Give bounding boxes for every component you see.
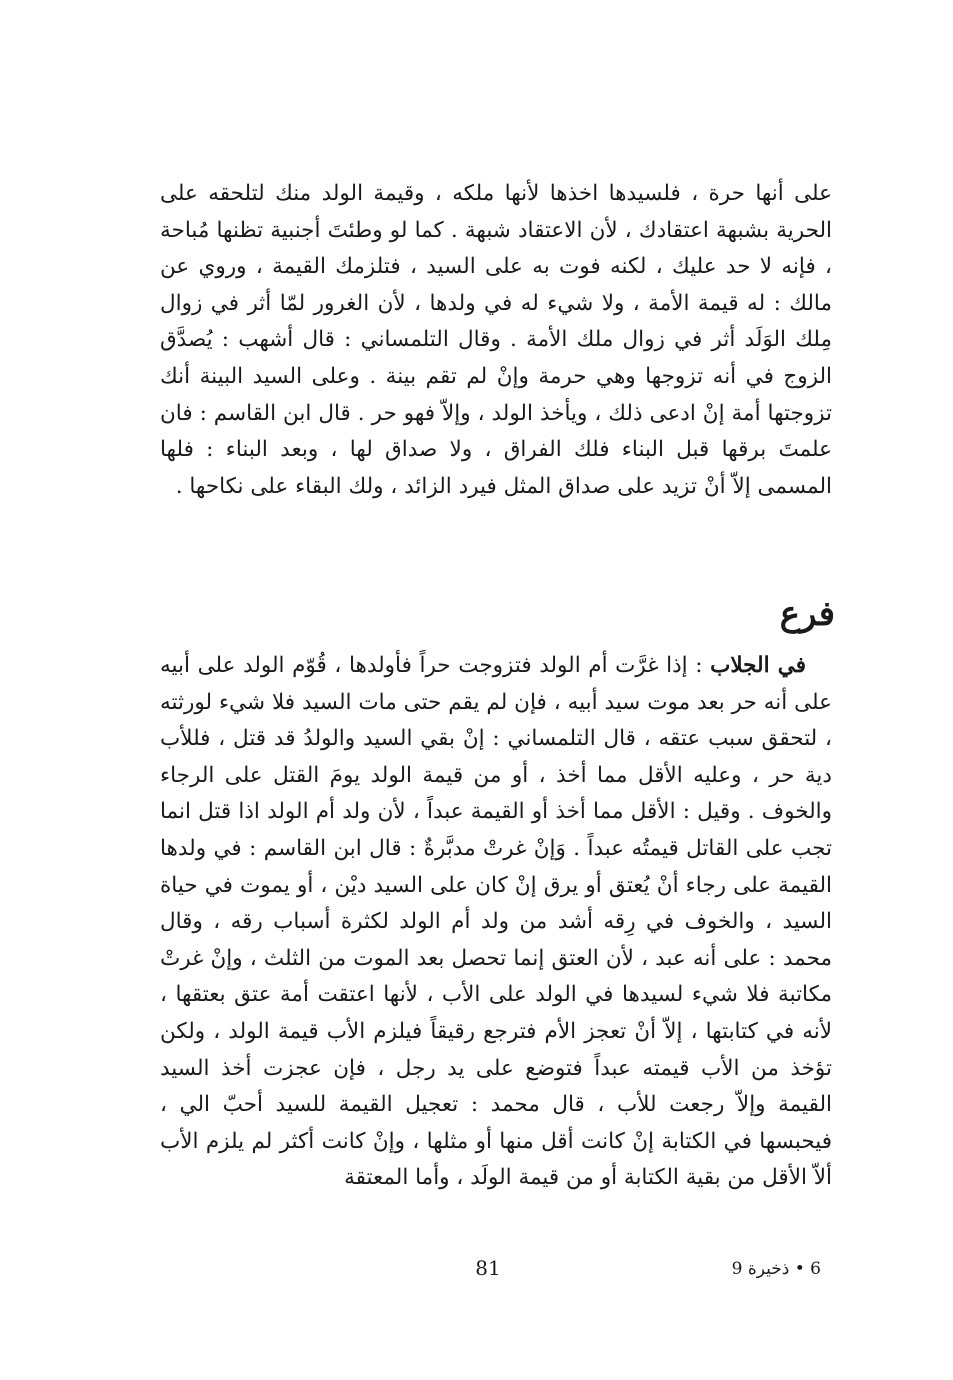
signature-mark: 6 • ذخيرة 9 — [731, 1259, 821, 1279]
body-paragraph-1: على أنها حرة ، فلسيدها اخذها لأنها ملكه ، وقيمة الولد منك لتلحقه على الحرية بشبهة اعتقادك ، لأن الاعتقاد شبهة . كما لو وطئتَ أجنبية تظنها مُباحة ، فإنه لا حد عليك ، لكنه فوت به على السيد ، فتلزمك القيمة ، وروي عن مالك : له قيمة الأمة ، ولا شيء له في ولدها ، لأن الغرور لمّا أثر في زوال مِلك الوَلَد أثر في زوال ملك الأمة . وقال التلمساني : قال أشهب : يُصدَّق الزوج في أنه تزوجها وهي حرمة وإنْ لم تقم بينة . وعلى السيد البينة أنك تزوجتها أمة إنْ ادعى ذلك ، ويأخذ الولد ، وإلاّ فهو حر . قال ابن القاسم : فان علمتَ برقها قبل البناء فلك الفراق ، ولا صداق لها ، وبعد البناء : فلها المسمى إلاّ أنْ تزيد على صداق المثل فيرد الزائد ، ولك البقاء على نكاحها . — [160, 181, 832, 499]
body-paragraph-2 — [160, 648, 832, 1197]
paragraph-2-lead: في الجلاب — [710, 653, 806, 678]
page-number: 81 — [475, 1256, 501, 1280]
section-heading: فرع — [779, 594, 835, 634]
paragraph-2-text: : إذا غرَّت أم الولد فتزوجت حراً فأولدها ، قُوّم الولد على أبيه على أنه حر بعد موت سيد أبيه ، فإن لم يقم حتى مات السيد فلا شيء لورثته ، لتحقق سبب عتقه ، قال التلمساني : إنْ بقي السيد والولدُ قد قتل ، فللأب دية حر ، وعليه الأقل مما أخذ ، أو من قيمة الولد يومَ القتل على الرجاء والخوف . وقيل : الأقل مما أخذ أو القيمة عبداً ، لأن ولد أم الولد اذا قتل انما تجب على القاتل قيمتُه عبداً . وَإنْ غرتْ مدبَّرةٌ : قال ابن القاسم : في ولدها القيمة على رجاء أنْ يُعتق أو يرق إنْ كان على السيد ديْن ، أو يموت في حياة السيد ، والخوف في رِقه أشد من ولد أم الولد لكثرة أسباب رقه ، وقال محمد : على أنه عبد ، لأن العتق إنما تحصل بعد الموت من الثلث ، وإنْ غرتْ مكاتبة فلا شيء لسيدها في الولد على الأب ، لأنها اعتقت أمة عتق بعتقها ، لأنه في كتابتها ، إلاّ أنْ تعجز الأم فترجع رقيقاً فيلزم الأب قيمة الولد ، ولكن تؤخذ من الأب قيمته عبداً فتوضع على يد رجل ، فإن عجزت أخذ السيد القيمة وإلاّ رجعت للأب ، قال محمد : تعجيل القيمة للسيد أحبّ الي ، فيحبسها في الكتابة إنْ كانت أقل منها أو مثلها ، وإنْ كانت أكثر لم يلزم الأب ألاّ الأقل من بقية الكتابة أو من قيمة الولَد ، وأما المعتقة — [160, 653, 832, 1191]
